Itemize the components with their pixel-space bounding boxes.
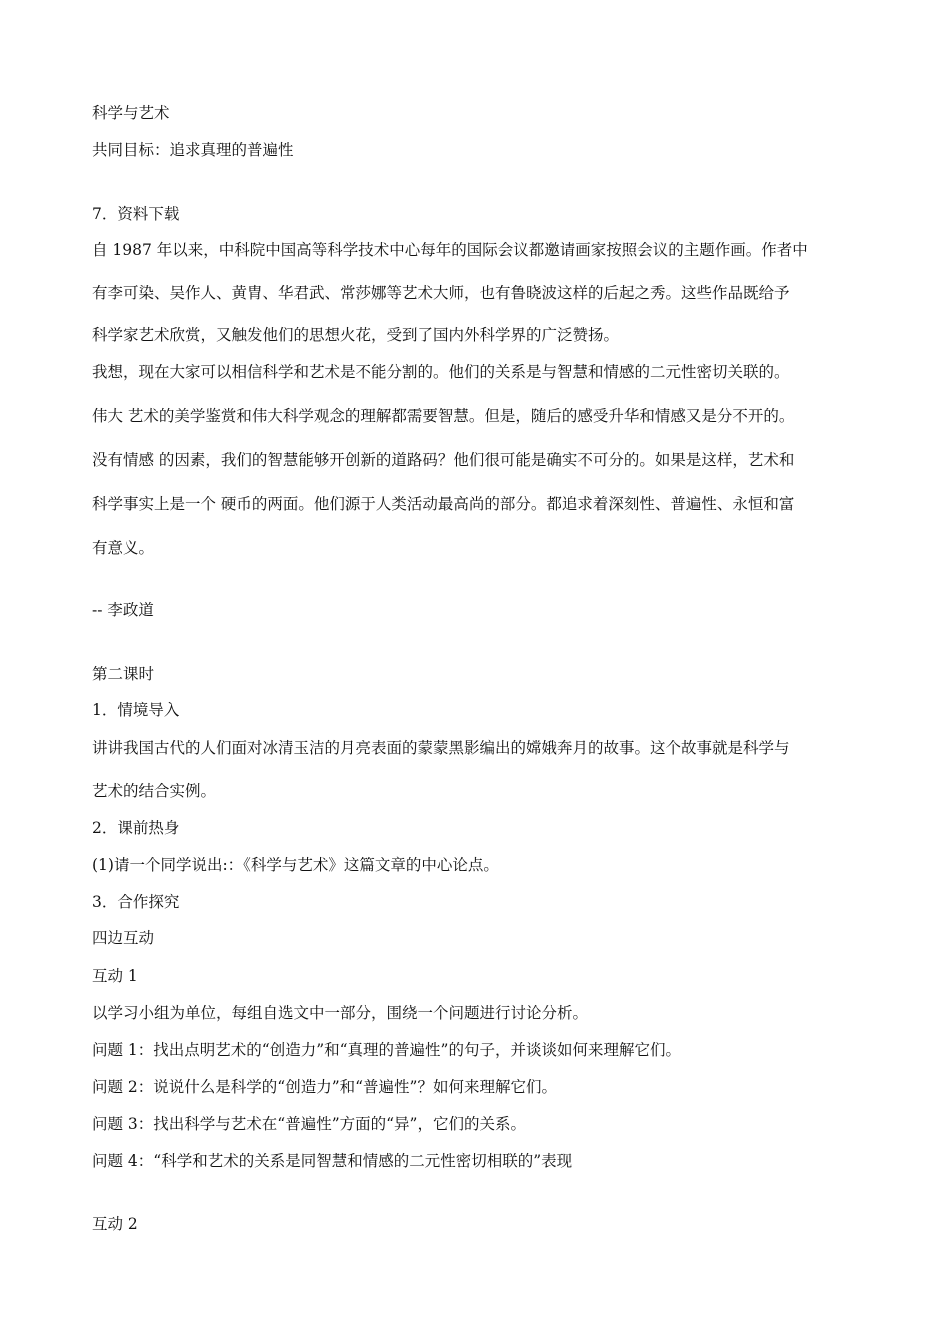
section-heading: 2．课前热身 (92, 819, 180, 837)
paragraph-line: 我想，现在大家可以相信科学和艺术是不能分割的。他们的关系是与智慧和情感的二元性密切关联的。 (92, 363, 790, 381)
section-heading: 1．情境导入 (92, 701, 180, 719)
sub-heading: 四边互动 (92, 929, 155, 947)
paragraph-line: 有意义。 (92, 539, 155, 557)
interaction-intro: 以学习小组为单位，每组自选文中一部分，围绕一个问题进行讨论分析。 (92, 1004, 589, 1022)
paragraph-line: 伟大 艺术的美学鉴赏和伟大科学观念的理解都需要智慧。但是，随后的感受升华和情感又是分不开的。 (92, 407, 795, 425)
paragraph-line: 有李可染、吴作人、黄胄、华君武、常莎娜等艺术大师，也有鲁晓波这样的后起之秀。这些作品既给予 (92, 284, 790, 302)
section-title: 科学与艺术 (92, 104, 170, 122)
question-item: 问题 2：说说什么是科学的“创造力”和“普遍性”？如何来理解它们。 (92, 1078, 557, 1096)
paragraph-line: 科学事实上是一个 硬币的两面。他们源于人类活动最高尚的部分。都追求着深刻性、普遍性、永恒和富 (92, 495, 795, 513)
paragraph-line: 艺术的结合实例。 (92, 782, 217, 800)
question-item: 问题 4：“科学和艺术的关系是同智慧和情感的二元性密切相联的”表现 (92, 1152, 573, 1170)
common-goal: 共同目标：追求真理的普遍性 (92, 141, 294, 159)
paragraph-line: 讲讲我国古代的人们面对冰清玉洁的月亮表面的蒙蒙黑影编出的嫦娥奔月的故事。这个故事就是科学与 (92, 739, 790, 757)
paragraph-line: 自 1987 年以来，中科院中国高等科学技术中心每年的国际会议都邀请画家按照会议的主题作画。作者中 (92, 241, 808, 259)
paragraph-line: 没有情感 的因素，我们的智慧能够开创新的道路码？他们很可能是确实不可分的。如果是这样，艺术和 (92, 451, 795, 469)
paragraph-line: 科学家艺术欣赏，又触发他们的思想火花，受到了国内外科学界的广泛赞扬。 (92, 326, 620, 344)
question-item: 问题 1：找出点明艺术的“创造力”和“真理的普遍性”的句子，并谈谈如何来理解它们。 (92, 1041, 681, 1059)
lesson-title: 第二课时 (92, 665, 155, 683)
interaction-label: 互动 2 (92, 1215, 138, 1233)
interaction-label: 互动 1 (92, 967, 138, 985)
materials-heading: 7．资料下载 (92, 205, 180, 223)
section-heading: 3．合作探究 (92, 893, 180, 911)
question-item: 问题 3：找出科学与艺术在“普遍性”方面的“异”，它们的关系。 (92, 1115, 526, 1133)
list-item: (1)请一个同学说出:：《科学与艺术》这篇文章的中心论点。 (92, 856, 499, 874)
attribution: -- 李政道 (92, 601, 154, 619)
